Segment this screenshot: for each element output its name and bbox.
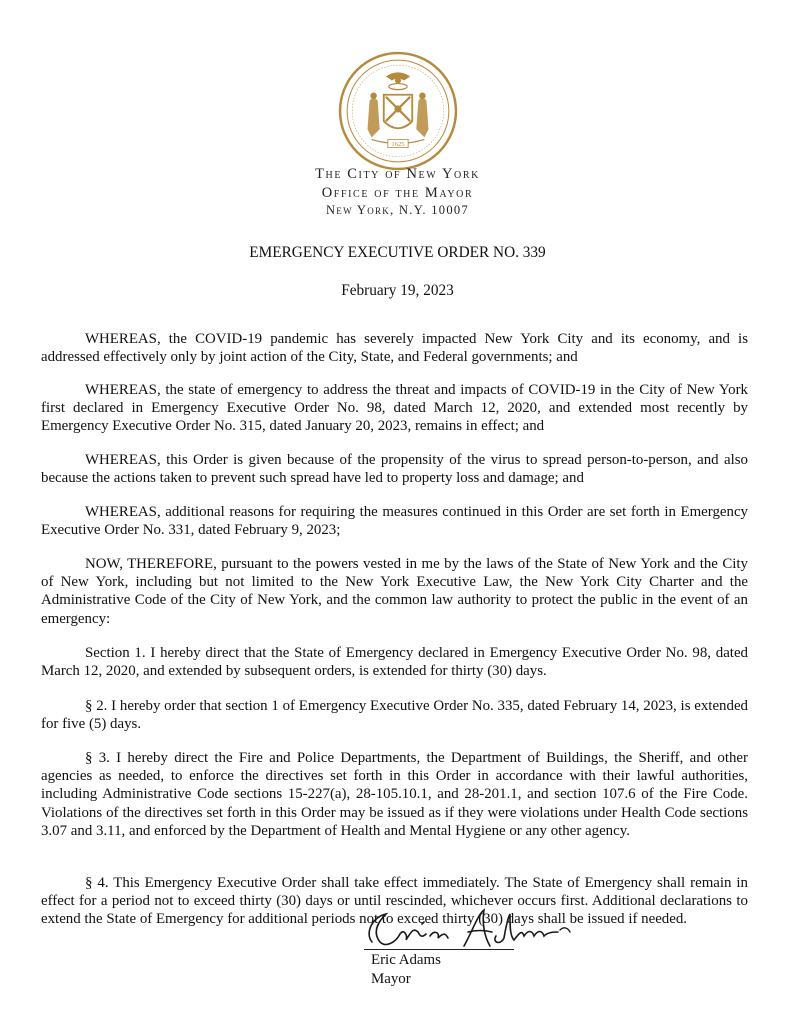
signatory-name: Eric Adams: [371, 952, 441, 968]
whereas-paragraph-2: WHEREAS, the state of emergency to address the threat and impacts of COVID-19 in the City of New York first declared in Emergency Executive Order No. 98, dated March 12, 2020, and extended most recently by Emergency Executive Order No. 315, dated January 20, 2023, remains in effect; and: [41, 381, 748, 435]
whereas-paragraph-4: WHEREAS, additional reasons for requiring the measures continued in this Order are set forth in Emergency Executive Order No. 331, dated February 9, 2023;: [41, 503, 748, 539]
section-1-paragraph: Section 1. I hereby direct that the State of Emergency declared in Emergency Executive Order No. 98, dated March 12, 2020, and extended by subsequent orders, is extended for thirty (30) days.: [41, 644, 748, 680]
signature-line: [364, 949, 514, 950]
letterhead-office: Office of the Mayor: [321, 185, 474, 201]
signatory-title: Mayor: [371, 971, 411, 987]
order-date: February 19, 2023: [341, 282, 454, 299]
letterhead-address: New York, N.Y. 10007: [325, 203, 470, 217]
now-therefore-paragraph: NOW, THEREFORE, pursuant to the powers vested in me by the laws of the State of New York and the City of New York, including but not limited to the New York Executive Law, the New York City Charter and the Administrative Code of the City of New York, and the common law authority to protect the public in the event of an emergency:: [41, 555, 748, 627]
whereas-paragraph-1: WHEREAS, the COVID-19 pandemic has severely impacted New York City and its economy, and is addressed effectively only by joint action of the City, State, and Federal governments; and: [41, 330, 748, 366]
order-title: EMERGENCY EXECUTIVE ORDER NO. 339: [249, 244, 546, 261]
section-4-paragraph: § 4. This Emergency Executive Order shall take effect immediately. The State of Emergency shall remain in effect for a period not to exceed thirty (30) days or until rescinded, whichever occurs first. Additional declarations to extend the State of Emergency for additional periods not to exceed thirty (30) days shall be issued if needed.: [41, 874, 748, 928]
whereas-paragraph-3: WHEREAS, this Order is given because of the propensity of the virus to spread person-to-person, and also because the actions taken to prevent such spread have led to property loss and damage; and: [41, 451, 748, 487]
letterhead-city: The City of New York: [315, 166, 480, 182]
city-seal-icon: [337, 50, 459, 172]
section-2-paragraph: § 2. I hereby order that section 1 of Emergency Executive Order No. 335, dated February 14, 2023, is extended for five (5) days.: [41, 697, 748, 733]
section-3-paragraph: § 3. I hereby direct the Fire and Police Departments, the Department of Buildings, the Sheriff, and other agencies as needed, to enforce the directives set forth in this Order in accordance with their lawful authorities, including Administrative Code sections 15-227(a), 28-105.10.1, and 28-201.1, and section 107.6 of the Fire Code. Violations of the directives set forth in this Order may be issued as if they were violations under Health Code sections 3.07 and 3.11, and enforced by the Department of Health and Mental Hygiene or any other agency.: [41, 749, 748, 840]
seal-year: 1625: [391, 141, 405, 149]
